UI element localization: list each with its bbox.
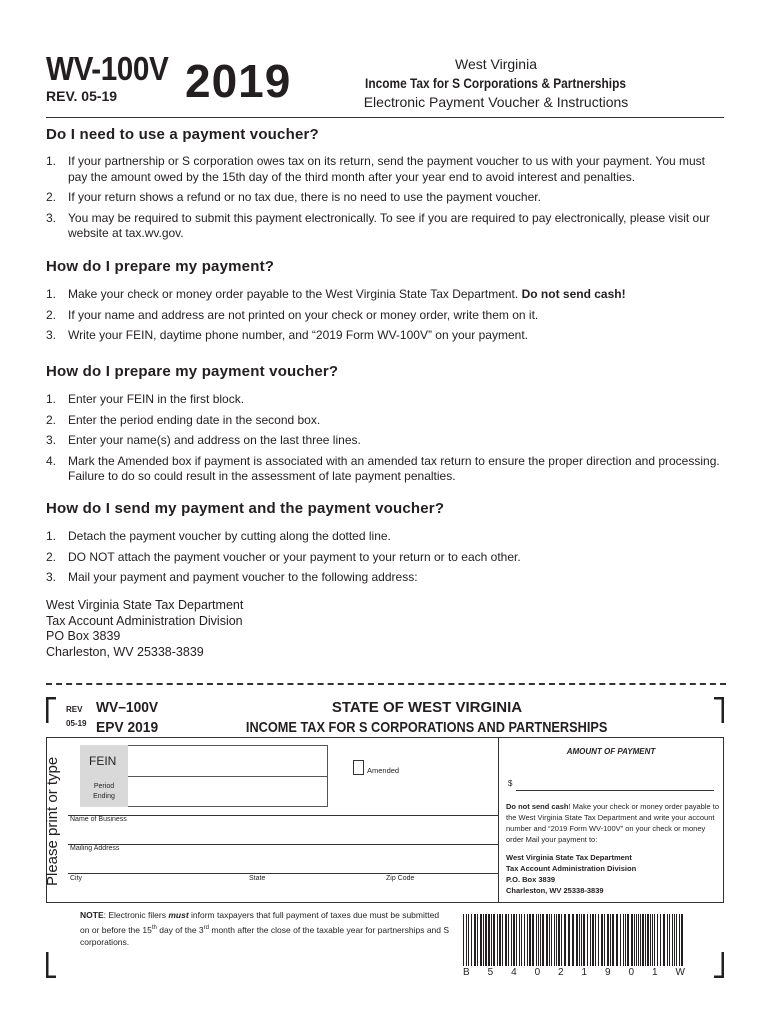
section-heading: Do I need to use a payment voucher? — [46, 126, 319, 143]
list-item — [46, 211, 726, 242]
amended-label: Amended — [367, 766, 400, 775]
item-number: 2. — [46, 549, 57, 564]
item-number: 1. — [46, 529, 57, 543]
city-label: City — [70, 875, 83, 882]
instruction-list — [46, 529, 726, 591]
tax-year: 2019 — [185, 55, 292, 107]
list-item — [46, 154, 726, 185]
state-name: West Virginia — [455, 56, 537, 72]
barcode-char: 4 — [511, 967, 517, 978]
fein-label: FEIN — [89, 754, 117, 768]
voucher-form-id — [96, 698, 158, 738]
note-label: NOTE — [80, 910, 104, 920]
voucher-epv: EPV 2019 — [96, 719, 159, 736]
instruction-list — [46, 154, 726, 247]
list-item — [46, 433, 726, 449]
item-number: 2. — [46, 190, 57, 204]
item-text: Mail your payment and payment voucher to the following address: — [68, 570, 418, 584]
item-text: Make your check or money order payable to the West Virginia State Tax Department. — [68, 287, 519, 301]
list-item — [46, 570, 726, 586]
barcode-number — [463, 967, 685, 978]
item-number: 1. — [46, 392, 57, 406]
voucher-form-number: WV–100V — [96, 699, 159, 716]
barcode-char: 9 — [605, 967, 611, 978]
item-number: 1. — [46, 287, 57, 301]
amended-checkbox[interactable] — [353, 760, 364, 775]
note-text: inform taxpayers that full payment of taxes due must be submitted on or before the 15 — [80, 910, 440, 935]
voucher-title-tax: INCOME TAX FOR S CORPORATIONS AND PARTNERSHIPS — [246, 719, 608, 736]
item-number: 3. — [46, 328, 57, 342]
item-number: 3. — [46, 210, 57, 225]
barcode-char: 2 — [558, 967, 564, 978]
note-text: day of the 3 — [156, 924, 204, 935]
business-name-field[interactable] — [68, 815, 498, 816]
period-ending-field[interactable] — [128, 777, 328, 807]
mailing-address-field[interactable] — [68, 844, 498, 845]
address-line: Tax Account Administration Division — [46, 613, 243, 628]
amount-header: AMOUNT OF PAYMENT — [566, 747, 656, 756]
voucher-divider — [498, 737, 499, 903]
address-line: West Virginia State Tax Department — [46, 598, 244, 612]
item-text: Enter the period ending date in the second box. — [68, 412, 321, 427]
state-label: State — [249, 875, 266, 882]
list-item — [46, 287, 726, 303]
address-line: P.O. Box 3839 — [506, 875, 556, 884]
electronic-filer-note — [80, 909, 450, 948]
item-text: DO NOT attach the payment voucher or your payment to your return or to each other. — [68, 549, 521, 564]
item-text: Detach the payment voucher by cutting along the dotted line. — [68, 529, 391, 543]
note-must: must — [168, 910, 189, 920]
mailing-address — [46, 598, 243, 660]
barcode-char: 0 — [534, 967, 541, 978]
list-item — [46, 392, 726, 408]
barcode-char: 5 — [487, 967, 494, 978]
corner-mark-top-left — [46, 697, 56, 723]
voucher-mailing-address — [506, 852, 721, 896]
note-text: : Electronic filers — [103, 910, 169, 920]
form-title-block — [331, 55, 661, 112]
list-item — [46, 454, 726, 485]
instruction-list — [46, 392, 726, 490]
zip-label: Zip Code — [386, 875, 415, 882]
amount-note-text: ! Make your check or money order payable to the West Virginia State Tax Department and write your account number and “2019 Form WV-100V” on your check or money order Mail your payment to: — [506, 802, 720, 844]
address-line: West Virginia State Tax Department — [506, 853, 632, 862]
voucher-title — [212, 698, 642, 738]
voucher-title-state: STATE OF WEST VIRGINIA — [331, 699, 523, 716]
item-number: 4. — [46, 453, 57, 468]
barcode-icon — [463, 914, 685, 966]
item-text: Enter your FEIN in the first block. — [68, 392, 245, 406]
note-superscript: th — [151, 924, 157, 931]
form-number: WV-100V — [46, 50, 169, 87]
no-cash-warning: Do not send cash — [506, 802, 569, 811]
list-item — [46, 308, 726, 324]
list-item — [46, 550, 726, 566]
barcode-char: 0 — [628, 967, 635, 978]
period-ending-label — [80, 782, 128, 802]
item-number: 3. — [46, 433, 57, 447]
section-heading: How do I prepare my payment? — [46, 258, 275, 275]
corner-mark-top-right — [714, 697, 724, 723]
period-label-line: Ending — [93, 793, 115, 800]
dollar-sign: $ — [508, 779, 513, 788]
voucher-revision — [66, 703, 86, 731]
barcode-char: 1 — [651, 967, 658, 978]
city-state-zip-field[interactable] — [68, 873, 498, 874]
address-line: Charleston, WV 25338-3839 — [46, 644, 204, 659]
barcode-char: W — [675, 967, 685, 978]
address-line: Tax Account Administration Division — [506, 864, 637, 873]
item-text: You may be required to submit this payment electronically. To see if you are required to pay electronically, please visit our website at tax.wv.gov. — [68, 210, 710, 240]
header-rule — [46, 117, 724, 118]
item-number: 1. — [46, 154, 57, 168]
form-title: Income Tax for S Corporations & Partnerships — [365, 75, 627, 91]
period-label-line: Period — [93, 783, 115, 790]
section-heading: How do I prepare my payment voucher? — [46, 363, 339, 380]
amount-note — [506, 801, 721, 845]
amount-field[interactable] — [516, 790, 714, 791]
note-superscript: rd — [203, 924, 209, 931]
fein-field[interactable] — [128, 745, 328, 777]
item-text: If your return shows a refund or no tax due, there is no need to use the payment voucher. — [68, 190, 541, 204]
note-text: month after the close of the taxable year for partnerships and S corporations. — [80, 924, 450, 947]
form-subtitle: Electronic Payment Voucher & Instructions — [363, 94, 629, 110]
form-revision: REV. 05-19 — [46, 88, 118, 104]
item-text: Mark the Amended box if payment is associated with an amended tax return to ensure the proper direction and processing. Failure to do so could result in the assessment of late payment penalties. — [68, 453, 720, 483]
print-instruction-label: Please print or type — [44, 756, 61, 886]
list-item — [46, 190, 726, 206]
item-number: 3. — [46, 570, 57, 584]
list-item — [46, 529, 726, 545]
barcode-char: B — [463, 967, 470, 978]
address-line: PO Box 3839 — [46, 629, 121, 643]
address-line: Charleston, WV 25338-3839 — [506, 886, 604, 895]
mailing-address-label: Mailing Address — [70, 845, 120, 852]
business-name-label: Name of Business — [70, 816, 127, 823]
item-emphasis: Do not send cash! — [521, 287, 626, 301]
item-text: Write your FEIN, daytime phone number, and “2019 Form WV-100V” on your payment. — [68, 328, 528, 342]
item-number: 2. — [46, 412, 57, 427]
voucher-rev-number: 05-19 — [66, 719, 87, 728]
cut-line — [46, 683, 726, 685]
list-item — [46, 328, 726, 344]
voucher-rev-label: REV — [66, 705, 83, 714]
barcode-char: 1 — [581, 967, 588, 978]
corner-mark-bottom-left — [46, 952, 56, 978]
list-item — [46, 413, 726, 429]
instruction-list — [46, 287, 726, 349]
corner-mark-bottom-right — [714, 952, 724, 978]
item-number: 2. — [46, 307, 57, 322]
item-text: Enter your name(s) and address on the last three lines. — [68, 433, 361, 447]
item-text: If your name and address are not printed on your check or money order, write them on it. — [68, 307, 539, 322]
item-text: If your partnership or S corporation owes tax on its return, send the payment voucher to us with your payment. You must pay the amount owed by the 15th day of the third month after your year end to avoid interest and penalties. — [68, 154, 706, 184]
section-heading: How do I send my payment and the payment voucher? — [46, 500, 445, 517]
